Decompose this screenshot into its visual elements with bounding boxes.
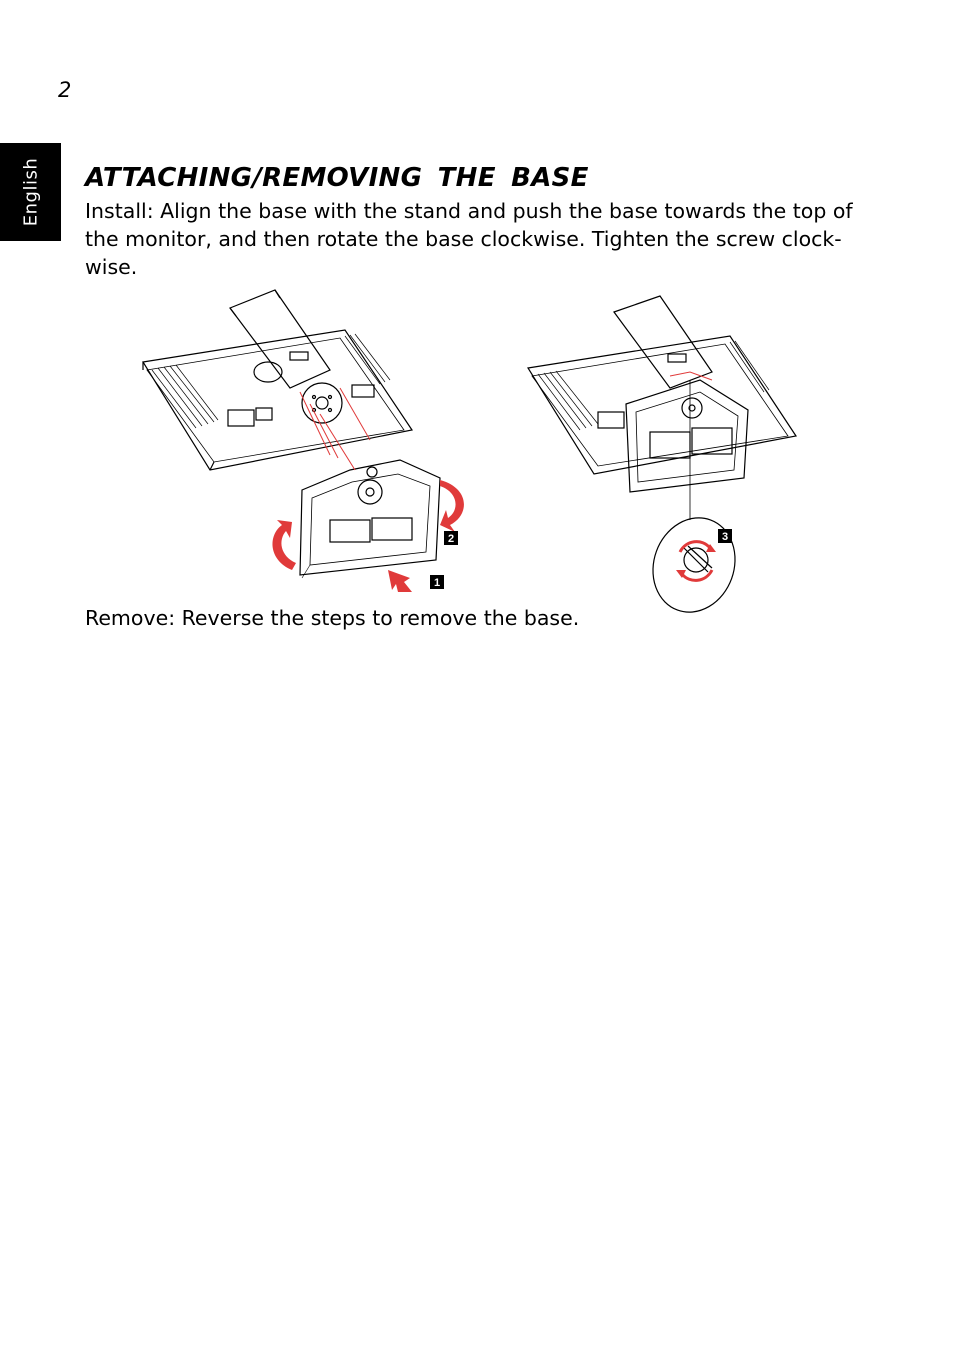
remove-instructions: Remove: Reverse the steps to remove the base.: [85, 606, 580, 630]
base-attachment-illustration: [0, 0, 954, 620]
rotate-arrow-left: [273, 520, 296, 570]
step-badge-2: [444, 531, 458, 545]
monitor-right-illustration: [528, 296, 796, 520]
base-plate-left-illustration: [300, 460, 440, 578]
monitor-left-illustration: [143, 290, 412, 470]
language-tab-label: English: [20, 157, 41, 227]
svg-text:2: 2: [447, 533, 455, 545]
page-number: 2: [58, 78, 72, 102]
step-badge-1: [430, 575, 444, 589]
rotate-arrow-right: [440, 480, 464, 532]
svg-text:3: 3: [721, 531, 729, 543]
step-badge-3: [718, 529, 732, 543]
section-title: ATTACHING/REMOVING THE BASE: [85, 163, 589, 193]
svg-text:1: 1: [433, 577, 441, 589]
screw-detail-illustration: [640, 506, 748, 620]
push-arrow: [388, 570, 412, 592]
install-instructions: Install: Align the base with the stand and push the base towards the top of the monitor, and then rotate the base clockwise. Tighten the screw clock-wise.: [85, 199, 853, 279]
